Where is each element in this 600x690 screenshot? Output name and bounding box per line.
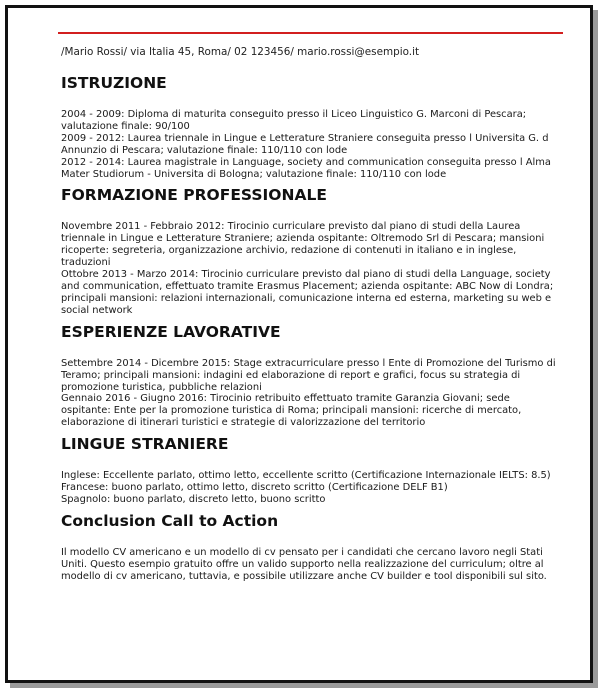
section-title: ESPERIENZE LAVORATIVE (61, 322, 281, 341)
language-entry: Spagnolo: buono parlato, discreto letto, buono scritto (61, 493, 326, 505)
section-lingue (53, 434, 563, 506)
entry-list (61, 358, 561, 429)
conclusion-paragraph: Il modello CV americano e un modello di cv pensato per i candidati che cercano lavoro negli Stati Uniti. Questo esempio gratuito offre un valido supporto nella realizzazione del curriculum; oltre al modello di cv americano, tuttavia, e possibile utilizzare anche CV builder e tool disponibili sul sito. (61, 546, 547, 582)
education-entry: 2004 - 2009: Diploma di maturita conseguito presso il Liceo Linguistico G. Marconi di Pescara; valutazione finale: 90/100 (61, 109, 527, 132)
language-entry: Inglese: Eccellente parlato, ottimo letto, eccellente scritto (Certificazione Internazionale IELTS: 8.5) (61, 470, 551, 482)
section-conclusion (53, 511, 563, 583)
training-entry: Ottobre 2013 - Marzo 2014: Tirocinio curriculare previsto dal piano di studi della Language, society and communication, effettuato tramite Erasmus Placement; azienda ospitante: ABC Now di Londra; principali mansioni: relazioni internazionali, comunicazione interna ed esterna, marketing su web e social network (61, 269, 554, 316)
training-entry: Novembre 2011 - Febbraio 2012: Tirocinio curriculare previsto dal piano di studi della Laurea triennale in Lingue e Letterature Straniere; azienda ospitante: Oltremodo Srl di Pescara; mansioni ricoperte: segreteria, organizzazione archivio, redazione di contenuti in italiano e in inglese, traduzioni (61, 221, 545, 269)
contact-line: /Mario Rossi/ via Italia 45, Roma/ 02 123456/ mario.rossi@esempio.it (61, 46, 420, 58)
language-entry: Francese: buono parlato, ottimo letto, discreto scritto (Certificazione DELF B1) (61, 482, 448, 494)
section-title: Conclusion Call to Action (61, 511, 279, 530)
section-title: ISTRUZIONE (61, 74, 167, 92)
education-entry: 2012 - 2014: Laurea magistrale in Language, society and communication conseguita presso l Alma Mater Studiorum - Universita di Bologna; valutazione finale: 110/110 con lode (61, 156, 551, 180)
section-title: LINGUE STRANIERE (61, 435, 229, 454)
entry-list (61, 221, 561, 316)
section-formazione (53, 185, 563, 316)
work-entry: Settembre 2014 - Dicembre 2015: Stage extracurriculare presso l Ente di Promozione del Turismo di Teramo; principali mansioni: indagini ed elaborazione di report e grafici, focus su strategia di promozione turistica, pubbliche relazioni (61, 357, 556, 393)
entry-list (61, 109, 561, 180)
work-entry: Gennaio 2016 - Giugno 2016: Tirocinio retribuito effettuato tramite Garanzia Giovani; sede ospitante: Ente per la promozione turistica di Roma; principali mansioni: ricerche di mercato, elaborazione di itinerari turistici e strategie di valorizzazione del territorio (61, 393, 522, 429)
header-divider (58, 32, 563, 34)
cv-page (53, 32, 563, 588)
entry-list (61, 470, 561, 506)
section-istruzione (53, 73, 563, 180)
entry-list (61, 547, 561, 583)
section-title: FORMAZIONE PROFESSIONALE (61, 186, 327, 205)
section-esperienze (53, 322, 563, 429)
education-entry: 2009 - 2012: Laurea triennale in Lingue e Letterature Straniere conseguita presso l Universita G. d Annunzio di Pescara; valutazione finale: 110/110 con lode (61, 132, 549, 156)
document-frame (5, 5, 593, 683)
